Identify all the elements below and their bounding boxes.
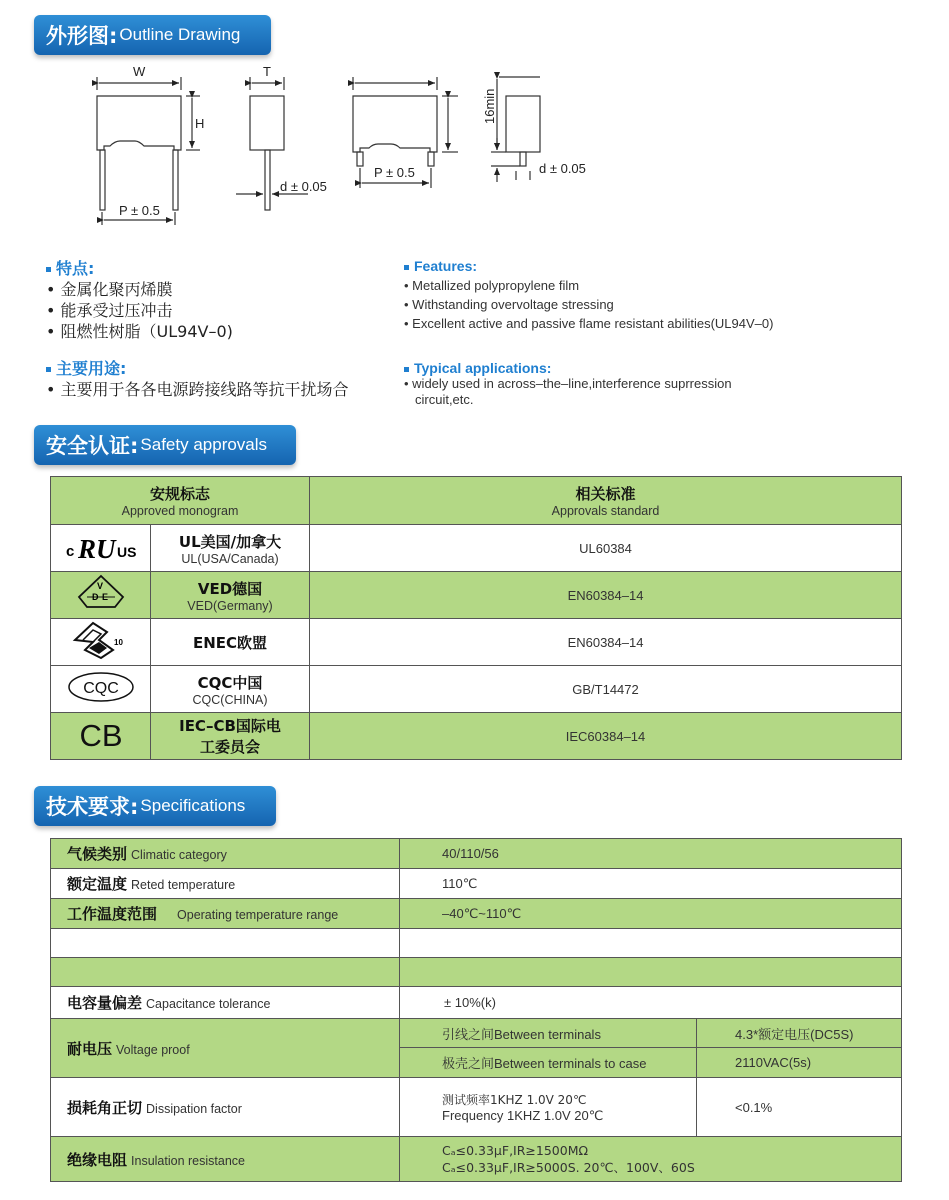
- vde-name: VED德国 VED(Germany): [151, 572, 310, 619]
- enec-logo-icon: [51, 619, 151, 666]
- dim-p1: P ± 0.5: [119, 203, 160, 218]
- spec-row-cap-tol: [51, 987, 902, 1019]
- applications-heading-en: Typical applications:: [404, 360, 551, 376]
- insulation-label: 绝缘电阻 Insulation resistance: [51, 1137, 400, 1182]
- cqc-logo-icon: [51, 666, 151, 713]
- svg-text:CB: CB: [78, 717, 123, 752]
- capacitor-side-view: [250, 96, 284, 210]
- ul-name: UL美国/加拿大 UL(USA/Canada): [151, 525, 310, 572]
- applications-heading-zh: 主要用途:: [46, 356, 126, 379]
- cb-logo-icon: [51, 713, 151, 760]
- dissipation-label: 损耗角正切 Dissipation factor: [51, 1078, 400, 1137]
- insulation-value: Cₐ≤0.33μF,IR≥1500MΩ Cₐ≤0.33μF,IR≥5000S. 20℃、100V、60S: [400, 1137, 902, 1182]
- outline-title-en: Outline Drawing: [119, 25, 241, 44]
- enec-standard: EN60384–14: [310, 619, 902, 666]
- cap-tol-label: 电容量偏差 Capacitance tolerance: [51, 987, 400, 1019]
- safety-row-cb: [51, 713, 902, 760]
- cqc-standard: GB/T14472: [310, 666, 902, 713]
- bullet-square-icon: [404, 367, 409, 372]
- safety-header-row: [51, 477, 902, 525]
- voltage-label: 耐电压 Voltage proof: [51, 1019, 400, 1078]
- outline-title-zh: 外形图:: [46, 24, 118, 48]
- capacitor-crimped-front-view: [353, 96, 437, 166]
- safety-row-ul: [51, 525, 902, 572]
- spec-row-empty-1: [51, 929, 902, 958]
- svg-text:E: E: [101, 591, 108, 602]
- safety-title-zh: 安全认证:: [46, 434, 139, 458]
- spec-row-climatic: [51, 839, 902, 869]
- specs-banner: [34, 786, 276, 826]
- outline-drawing: [80, 60, 640, 230]
- op-temp-value: –40℃~110℃: [400, 899, 902, 929]
- cap-tol-value: ± 10%(k): [400, 987, 902, 1019]
- cb-standard: IEC60384–14: [310, 713, 902, 760]
- dim-d1: d ± 0.05: [280, 179, 327, 194]
- safety-row-enec: [51, 619, 902, 666]
- application-en-2: circuit,etc.: [415, 392, 474, 407]
- feature-en-1: • Metallized polypropylene film: [404, 278, 580, 293]
- voltage-value-terminals: 4.3*额定电压(DC5S): [697, 1019, 902, 1048]
- specs-table: [50, 838, 902, 1182]
- climatic-label: 气候类别 Climatic category: [51, 839, 400, 869]
- dim-t: T: [263, 64, 271, 79]
- svg-text:US: US: [116, 543, 136, 560]
- dim-h: H: [195, 116, 205, 131]
- safety-row-cqc: [51, 666, 902, 713]
- outline-banner: [34, 15, 271, 55]
- spec-row-dissipation: [51, 1078, 902, 1137]
- standard-header: 相关标准 Approvals standard: [310, 477, 902, 525]
- voltage-cond-terminals: 引线之间Between terminals: [400, 1019, 697, 1048]
- bullet-square-icon: [46, 267, 51, 272]
- spec-row-insulation: [51, 1137, 902, 1182]
- svg-text:CQC: CQC: [82, 679, 119, 697]
- dissipation-cond: 测试频率1KHZ 1.0V 20℃ Frequency 1KHZ 1.0V 20℃: [400, 1078, 697, 1137]
- safety-table: [50, 476, 902, 760]
- safety-banner: [34, 425, 296, 465]
- capacitor-crimped-side-view: [506, 96, 540, 166]
- dim-p2: P ± 0.5: [374, 165, 415, 180]
- application-zh: • 主要用于各各电源跨接线路等抗干扰场合: [46, 380, 349, 399]
- bullet-square-icon: [46, 367, 51, 372]
- feature-zh-2: • 能承受过压冲击: [46, 301, 173, 320]
- spec-row-empty-2: [51, 958, 902, 987]
- spec-row-voltage-1: [51, 1019, 902, 1048]
- svg-text:V: V: [96, 580, 103, 591]
- feature-zh-3: • 阻燃性树脂（UL94V–0): [46, 322, 233, 341]
- dissipation-value: <0.1%: [697, 1078, 902, 1137]
- ul-standard: UL60384: [310, 525, 902, 572]
- climatic-value: 40/110/56: [400, 839, 902, 869]
- vde-standard: EN60384–14: [310, 572, 902, 619]
- vde-logo-icon: [51, 572, 151, 619]
- voltage-cond-case: 极壳之间Between terminals to case: [400, 1048, 697, 1078]
- enec-name: ENEC欧盟: [151, 619, 310, 666]
- dim-w: W: [133, 64, 146, 79]
- rated-temp-value: 110℃: [400, 869, 902, 899]
- op-temp-label: 工作温度范围 Operating temperature range: [51, 899, 400, 929]
- specs-title-zh: 技术要求:: [46, 795, 139, 819]
- capacitor-front-view: [97, 96, 181, 210]
- spec-row-op-temp: [51, 899, 902, 929]
- monogram-header: 安规标志 Approved monogram: [51, 477, 310, 525]
- specs-title-en: Specifications: [140, 796, 246, 815]
- rated-temp-label: 额定温度 Reted temperature: [51, 869, 400, 899]
- feature-en-3: • Excellent active and passive flame resistant abilities(UL94V–0): [404, 316, 774, 331]
- features-heading-en: Features:: [404, 258, 477, 274]
- feature-en-2: • Withstanding overvoltage stressing: [404, 297, 614, 312]
- voltage-value-case: 2110VAC(5s): [697, 1048, 902, 1078]
- dim-16min: 16min: [482, 88, 497, 124]
- ul-logo-icon: [51, 525, 151, 572]
- svg-text:D: D: [91, 591, 98, 602]
- svg-text:RU: RU: [77, 533, 116, 563]
- safety-title-en: Safety approvals: [140, 435, 268, 454]
- cqc-name: CQC中国 CQC(CHINA): [151, 666, 310, 713]
- safety-row-vde: [51, 572, 902, 619]
- feature-zh-1: • 金属化聚丙烯膜: [46, 280, 173, 299]
- features-heading-zh: 特点:: [46, 256, 94, 279]
- application-en-1: • widely used in across–the–line,interference suprression: [404, 376, 732, 391]
- spec-row-rated-temp: [51, 869, 902, 899]
- svg-text:c: c: [65, 542, 74, 560]
- dim-d2: d ± 0.05: [539, 161, 586, 176]
- svg-text:10: 10: [113, 637, 123, 647]
- bullet-square-icon: [404, 265, 409, 270]
- cb-name: IEC–CB国际电 工委员会: [151, 713, 310, 760]
